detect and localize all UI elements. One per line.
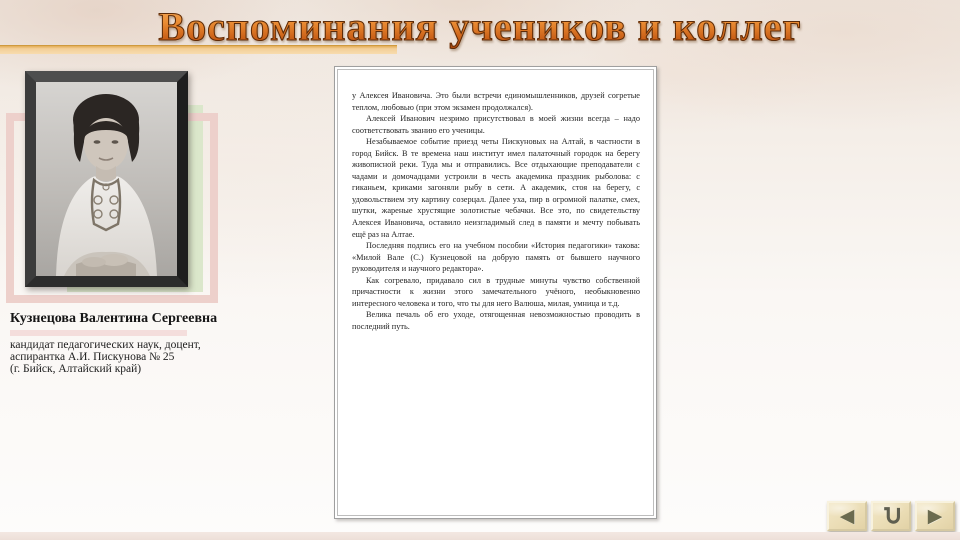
bottom-edge-strip	[0, 532, 960, 540]
next-slide-button[interactable]	[915, 501, 955, 531]
memoir-paragraph: Велика печаль об его уходе, отягощенная невозможностью проводить в последний путь.	[352, 310, 640, 331]
person-details	[10, 339, 320, 375]
slide-navigation	[827, 501, 955, 531]
person-details-line: кандидат педагогических наук, доцент,	[10, 339, 201, 351]
slide-title: Воспоминания учеников и коллег	[0, 0, 960, 56]
return-u-turn-icon	[881, 505, 901, 527]
memoir-document	[334, 66, 657, 519]
person-details-line: (г. Бийск, Алтайский край)	[10, 363, 142, 375]
name-underline-bar	[10, 330, 187, 336]
memoir-paragraph: Как согревало, придавало сил в трудные минуты чувство собственной причастности к жизни этого замечательного учёного, необыкновенно интересного человека и того, что ты для него Валюша, милая, умница и т.д.	[352, 275, 640, 308]
memoir-paragraph: Последняя подпись его на учебном пособии «История педагогики» такова: «Милой Вале (С.) Кузнецовой на добрую память от бывшего научного руководителя и научного редактора».	[352, 241, 640, 274]
memoir-paragraph: Алексей Иванович незримо присутствовал в моей жизни всегда – надо соответствовать званию его ученицы.	[352, 114, 640, 135]
return-button[interactable]	[871, 501, 911, 531]
portrait-image	[36, 82, 177, 276]
memoir-text	[352, 90, 640, 332]
previous-slide-button[interactable]	[827, 501, 867, 531]
portrait-photo	[25, 71, 188, 287]
memoir-paragraph: Незабываемое событие приезд четы Пискуновых на Алтай, в частности в город Бийск. В те времена наш институт имел палаточный городок на берегу живописной реки. Туда мы и отправились. Все отдыхающие преподаватели с чадами и домочадцами устроили в честь академика праздник рыболова: с гиканьем, криками загоняли рыбу в сети. А академик, стоя на берегу, с удовольствием эту картину созерцал. Далее уха, пир в огромной палатке, смех, шутки, жареные хрустящие золотистые чебачки. Все это, по свидетельству Алексея Ивановича, оставило неизгладимый след в памяти и мечту побывать ещё раз на Алтае.	[352, 137, 640, 239]
person-name: Кузнецова Валентина Сергеевна	[10, 311, 218, 326]
back-arrow-icon: ◀	[839, 504, 855, 527]
forward-arrow-icon: ▶	[927, 504, 943, 527]
person-details-line: аспирантка А.И. Пискунова № 25	[10, 351, 175, 363]
memoir-paragraph: у Алексея Ивановича. Это были встречи единомышленников, друзей согретые теплом, любовью (при этом экзамен продолжался).	[352, 91, 640, 112]
memoir-document-page	[337, 69, 654, 516]
